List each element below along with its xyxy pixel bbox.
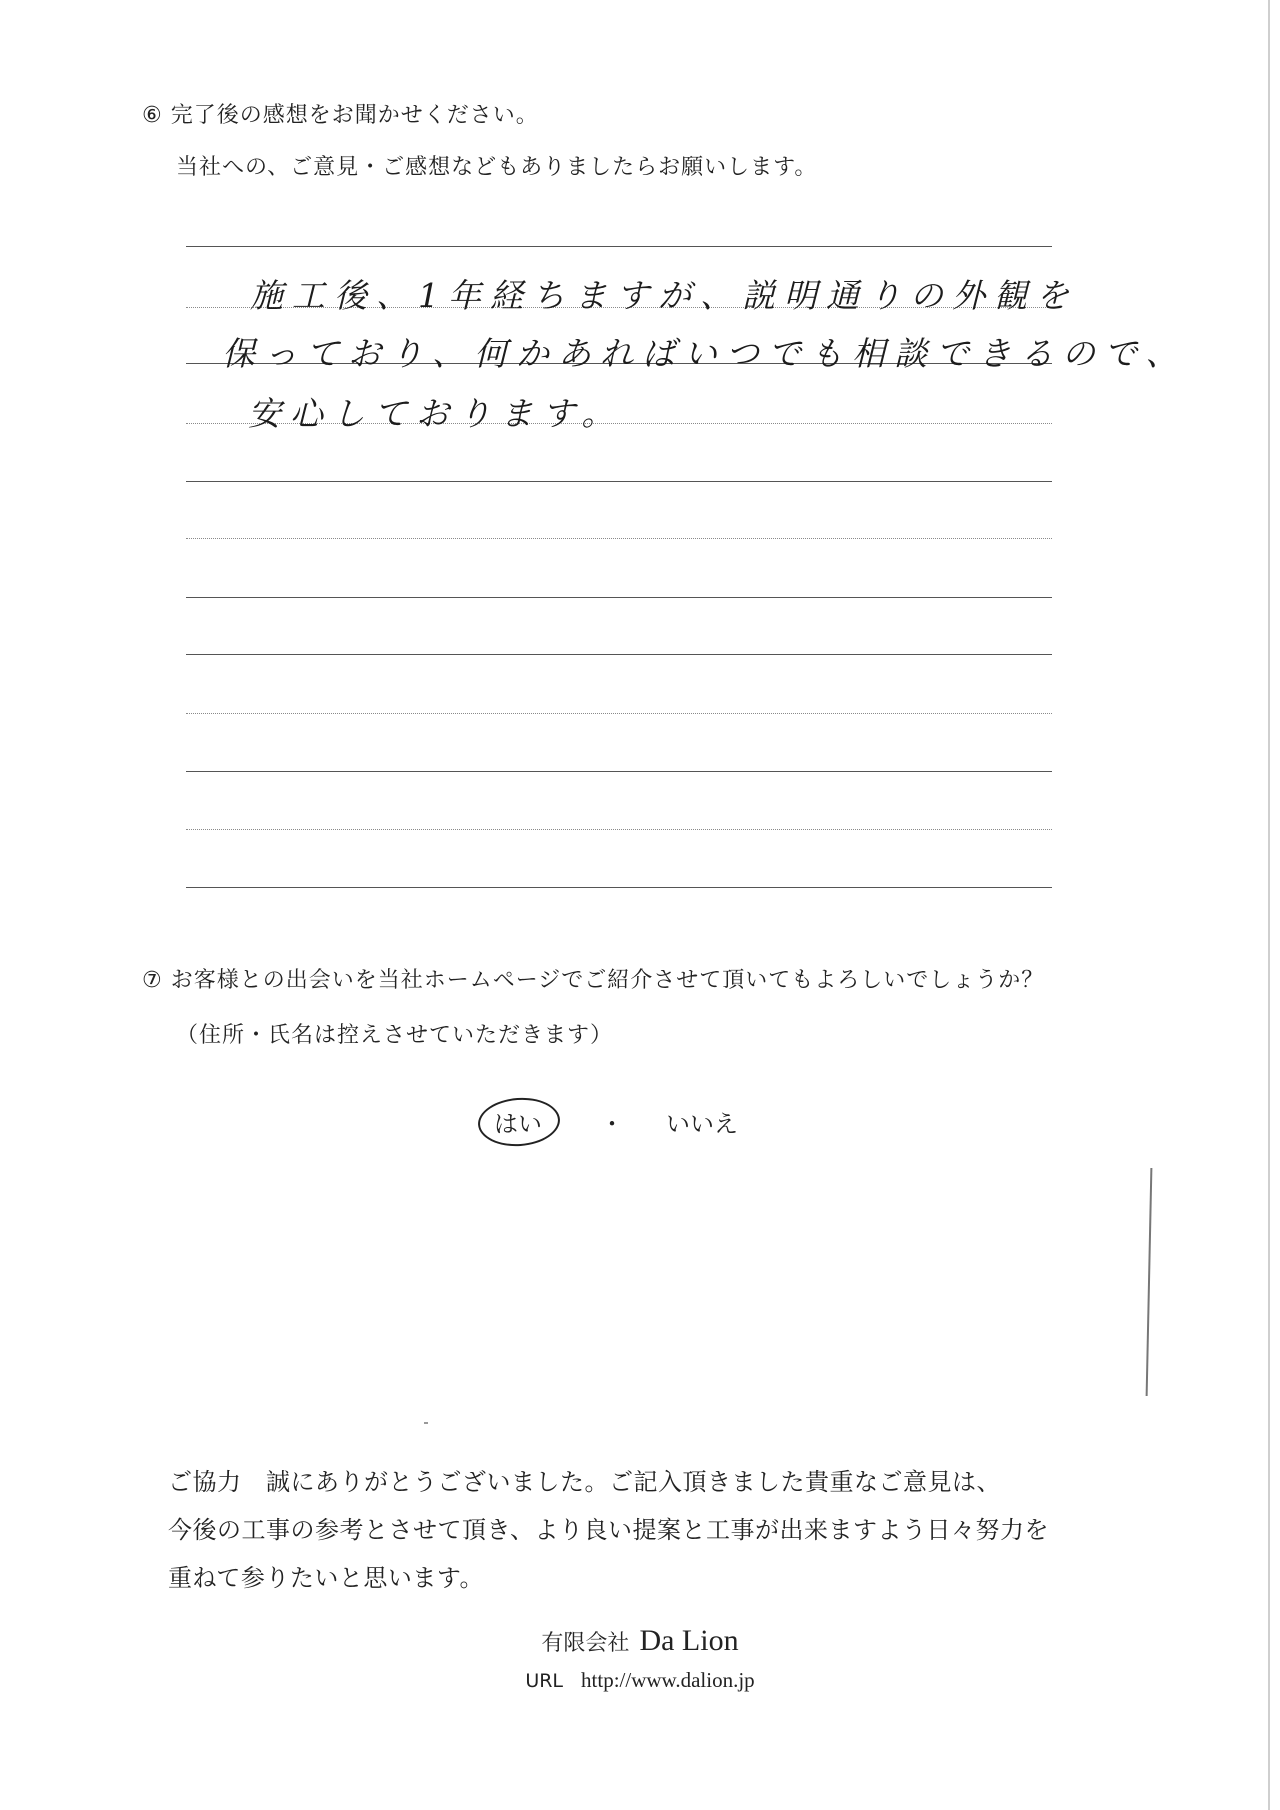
option-separator: ・ bbox=[600, 1110, 624, 1138]
company-name bbox=[0, 1624, 1280, 1658]
option-yes[interactable]: はい bbox=[494, 1110, 542, 1138]
writing-line bbox=[186, 481, 1052, 482]
handwritten-answer-line-3: 安心しております。 bbox=[248, 394, 624, 433]
scan-edge bbox=[1268, 0, 1270, 1810]
question-6-title: ⑥ 完了後の感想をお聞かせください。 bbox=[142, 103, 539, 128]
handwritten-answer-line-2: 保っており、何かあればいつでも相談できるので、 bbox=[222, 334, 1188, 373]
option-no[interactable]: いいえ bbox=[666, 1110, 738, 1138]
question-6-subtitle: 当社への、ご意見・ご感想などもありましたらお願いします。 bbox=[176, 155, 818, 180]
writing-line bbox=[186, 771, 1052, 772]
writing-line bbox=[186, 538, 1052, 539]
writing-line bbox=[186, 829, 1052, 830]
question-7-note: （住所・氏名は控えさせていただきます） bbox=[176, 1023, 614, 1048]
writing-line bbox=[186, 713, 1052, 714]
writing-line bbox=[186, 597, 1052, 598]
question-7-title: ⑦ お客様との出会いを当社ホームページでご紹介させて頂いてもよろしいでしょうか？ bbox=[142, 968, 1045, 993]
writing-line bbox=[186, 887, 1052, 888]
url-link[interactable]: http://www.dalion.jp bbox=[581, 1668, 755, 1692]
pen-stroke-mark bbox=[1146, 1168, 1153, 1396]
company-brand: Da Lion bbox=[639, 1624, 739, 1657]
writing-line bbox=[186, 246, 1052, 247]
url-label: URL bbox=[525, 1670, 564, 1692]
scan-speck bbox=[424, 1422, 428, 1424]
handwritten-answer-line-1: 施工後、1年経ちますが、説明通りの外観を bbox=[250, 276, 1078, 315]
thanks-line-1: ご協力 誠にありがとうございました。ご記入頂きました貴重なご意見は、 bbox=[168, 1468, 1001, 1496]
company-prefix: 有限会社 bbox=[541, 1631, 630, 1656]
writing-line bbox=[186, 654, 1052, 655]
thanks-line-3: 重ねて参りたいと思います。 bbox=[168, 1564, 484, 1592]
company-url bbox=[0, 1668, 1280, 1693]
thanks-line-2: 今後の工事の参考とさせて頂き、より良い提案と工事が出来ますよう日々努力を bbox=[168, 1516, 1050, 1544]
